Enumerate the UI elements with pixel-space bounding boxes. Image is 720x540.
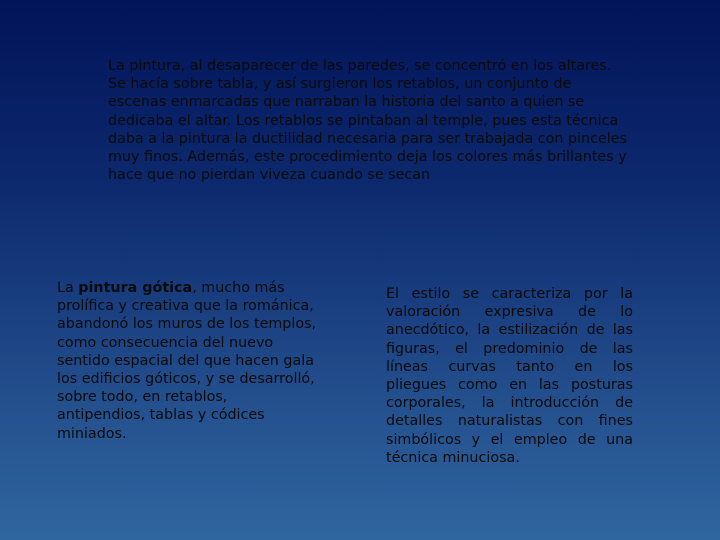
style-paragraph: El estilo se caracteriza por la valoración expresiva de lo anecdótico, la estilización de las figuras, el predominio de las líneas curvas tanto en los pliegues como en las posturas corporales, la introducción de detalles naturalistas con fines simbólicos y el empleo de una técnica minuciosa. [386,286,633,466]
paragraph-prefix: La [57,280,79,296]
gothic-painting-paragraph [57,279,319,443]
emphasis-term: pintura gótica [78,280,193,296]
intro-paragraph: La pintura, al desaparecer de las paredes, se concentró en los altares. Se hacía sobre tabla, y así surgieron los retablos, un conjunto de escenas enmarcadas que narraban la historia del santo a quien se dedicaba el altar. Los retablos se pintaban al temple, pues esta técnica daba a la pintura la ductilidad necesaria para ser trabajada con pinceles muy finos. Además, este procedimiento deja los colores más brillantes y hace que no pierdan viveza cuando se secan [108,58,627,184]
paragraph-body: , mucho más prolífica y creativa que la románica, abandonó los muros de los templos, como consecuencia del nuevo sentido espacial del que hacen gala los edificios góticos, y se desarrolló, sobre todo, en retablos, antipendios, tablas y códices miniados. [57,280,317,442]
